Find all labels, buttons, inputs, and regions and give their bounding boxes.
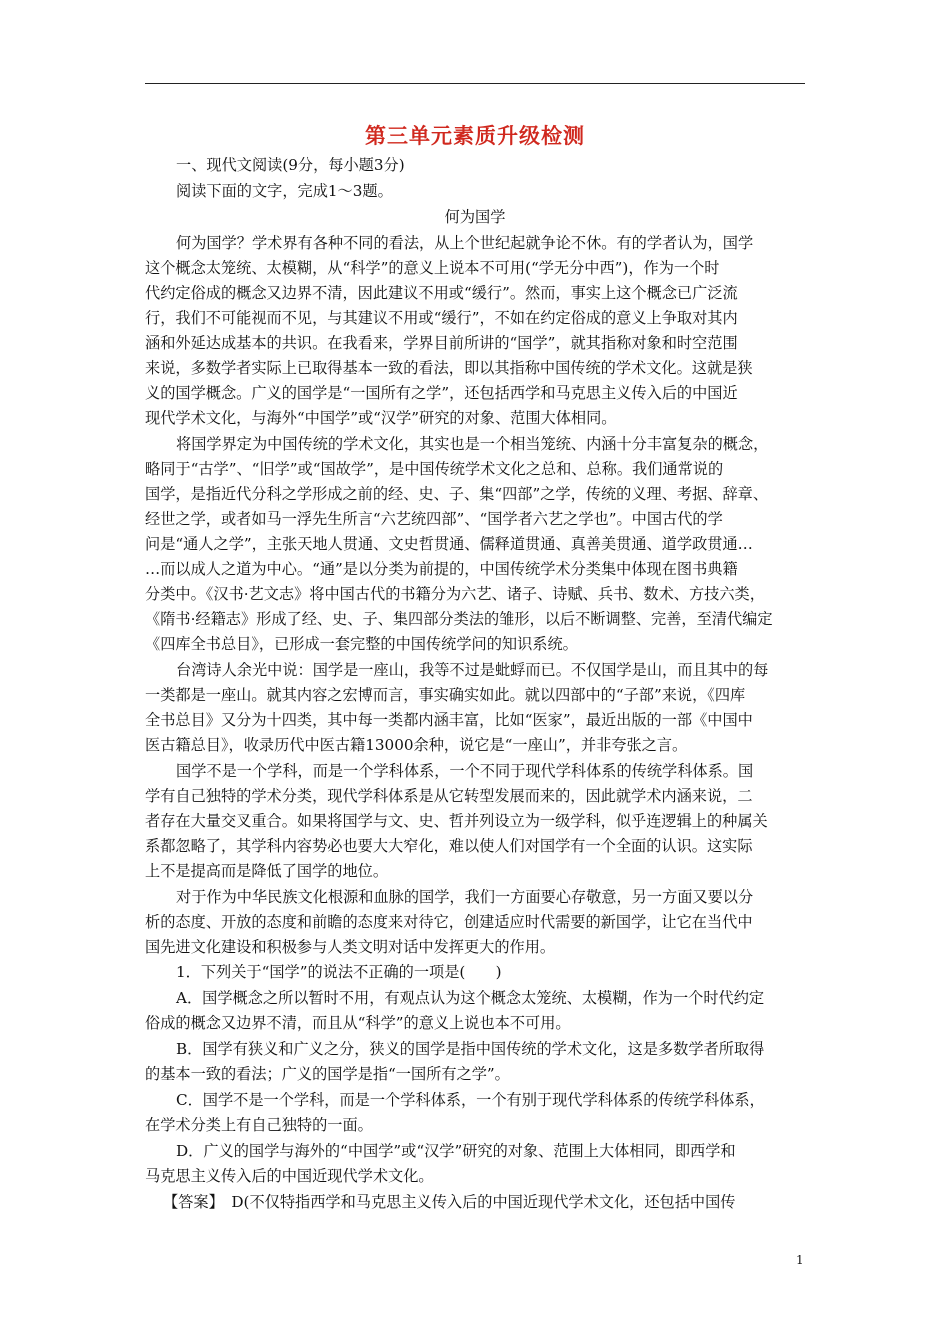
text-line: 者存在大量交叉重合。如果将国学与文、史、哲并列设立为一级学科，似乎连逻辑上的种属关 — [145, 812, 768, 830]
text-line: 略同于“古学”、“旧学”或“国故学”，是中国传统学术文化之总和、总称。我们通常说的 — [145, 460, 724, 478]
text-line: 涵和外延达成基本的共识。在我看来，学界目前所讲的“国学”，就其指称对象和时空范围 — [145, 334, 738, 352]
option-c: C．国学不是一个学科，而是一个学科体系，一个有别于现代学科体系的传统学科体系， — [176, 1091, 765, 1109]
text-line: 析的态度、开放的态度和前瞻的态度来对待它，创建适应时代需要的新国学，让它在当代中 — [145, 913, 753, 931]
section-heading: 一、现代文阅读(9分，每小题3分) — [176, 156, 405, 174]
header-rule — [145, 83, 805, 84]
text-line: …而以成人之道为中心。“通”是以分类为前提的，中国传统学术分类集中体现在图书典籍 — [145, 560, 738, 578]
text-line: 代约定俗成的概念又边界不清，因此建议不用或“缓行”。然而，事实上这个概念已广泛流 — [145, 284, 738, 302]
text-line: 一类都是一座山。就其内容之宏博而言，事实确实如此。就以四部中的“子部”来说，《四库 — [145, 686, 746, 704]
text-line: 国先进文化建设和积极参与人类文明对话中发挥更大的作用。 — [145, 938, 556, 956]
text-line: 来说，多数学者实际上已取得基本一致的看法，即以其指称中国传统的学术文化。这就是狭 — [145, 359, 753, 377]
text-line: 现代学术文化，与海外“中国学”或“汉学”研究的对象、范围大体相同。 — [145, 409, 617, 427]
text-line: 《隋书·经籍志》形成了经、史、子、集四部分类法的雏形，以后不断调整、完善，至清代编定 — [145, 610, 773, 628]
text-line: 医古籍总目》，收录历代中医古籍13000余种，说它是“一座山”，并非夸张之言。 — [145, 736, 688, 754]
question-stem: 1．下列关于“国学”的说法不正确的一项是( ) — [176, 963, 502, 981]
text-line: 何为国学？学术界有各种不同的看法，从上个世纪起就争论不休。有的学者认为，国学 — [176, 234, 754, 252]
option-d: D．广义的国学与海外的“中国学”或“汉学”研究的对象、范围上大体相同，即西学和 — [176, 1142, 736, 1160]
option-d-cont: 马克思主义传入后的中国近现代学术文化。 — [145, 1167, 434, 1185]
text-line: 经世之学，或者如马一浮先生所言“六艺统四部”、“国学者六艺之学也”。中国古代的学 — [145, 510, 723, 528]
text-line: 问是“通人之学”，主张天地人贯通、文史哲贯通、儒释道贯通、真善美贯通、道学政贯通… — [145, 535, 753, 553]
text-line: 义的国学概念。广义的国学是“一国所有之学”，还包括西学和马克思主义传入后的中国近 — [145, 384, 738, 402]
text-line: 国学不是一个学科，而是一个学科体系，一个不同于现代学科体系的传统学科体系。国 — [176, 762, 754, 780]
reading-instruction: 阅读下面的文字，完成1～3题。 — [176, 182, 393, 200]
article-title: 何为国学 — [444, 208, 506, 226]
answer-line — [163, 1191, 735, 1213]
text-line: 对于作为中华民族文化根源和血脉的国学，我们一方面要心存敬意，另一方面又要以分 — [176, 888, 754, 906]
text-line: 台湾诗人余光中说：国学是一座山，我等不过是蚍蜉而已。不仅国学是山，而且其中的每 — [176, 661, 769, 679]
text-line: 《四库全书总目》，已形成一套完整的中国传统学问的知识系统。 — [145, 635, 578, 653]
option-b-cont: 的基本一致的看法；广义的国学是指“一国所有之学”。 — [145, 1065, 510, 1083]
option-b: B．国学有狭义和广义之分，狭义的国学是指中国传统的学术文化，这是多数学者所取得 — [176, 1040, 765, 1058]
text-line: 系都忽略了，其学科内容势必也要大大窄化，难以使人们对国学有一个全面的认识。这实际 — [145, 837, 753, 855]
text-line: 将国学界定为中国传统的学术文化，其实也是一个相当笼统、内涵十分丰富复杂的概念， — [176, 435, 769, 453]
option-c-cont: 在学术分类上有自己独特的一面。 — [145, 1116, 373, 1134]
document-title: 第三单元素质升级检测 — [365, 123, 585, 148]
option-a-cont: 俗成的概念又边界不清，而且从“科学”的意义上说也本不可用。 — [145, 1014, 571, 1032]
text-line: 上不是提高而是降低了国学的地位。 — [145, 862, 388, 880]
option-a: A．国学概念之所以暂时不用，有观点认为这个概念太笼统、太模糊，作为一个时代约定 — [176, 989, 765, 1007]
text-line: 这个概念太笼统、太模糊，从“科学”的意义上说本不可用(“学无分中西”)，作为一个时 — [145, 259, 720, 277]
answer-text: D(不仅特指西学和马克思主义传入后的中国近现代学术文化，还包括中国传 — [231, 1193, 736, 1211]
answer-label: 【答案】 — [163, 1193, 217, 1211]
text-line: 分类中。《汉书·艺文志》将中国古代的书籍分为六艺、诸子、诗赋、兵书、数术、方技六类， — [145, 585, 765, 603]
text-line: 国学，是指近代分科之学形成之前的经、史、子、集“四部”之学，传统的义理、考据、辞章、 — [145, 485, 769, 503]
text-line: 行，我们不可能视而不见，与其建议不用或“缓行”，不如在约定俗成的意义上争取对其内 — [145, 309, 738, 327]
page-number: 1 — [796, 1253, 804, 1267]
text-line: 全书总目》又分为十四类，其中每一类都内涵丰富，比如“医家”，最近出版的一部《中国中 — [145, 711, 753, 729]
text-line: 学有自己独特的学术分类，现代学科体系是从它转型发展而来的，因此就学术内涵来说，二 — [145, 787, 753, 805]
